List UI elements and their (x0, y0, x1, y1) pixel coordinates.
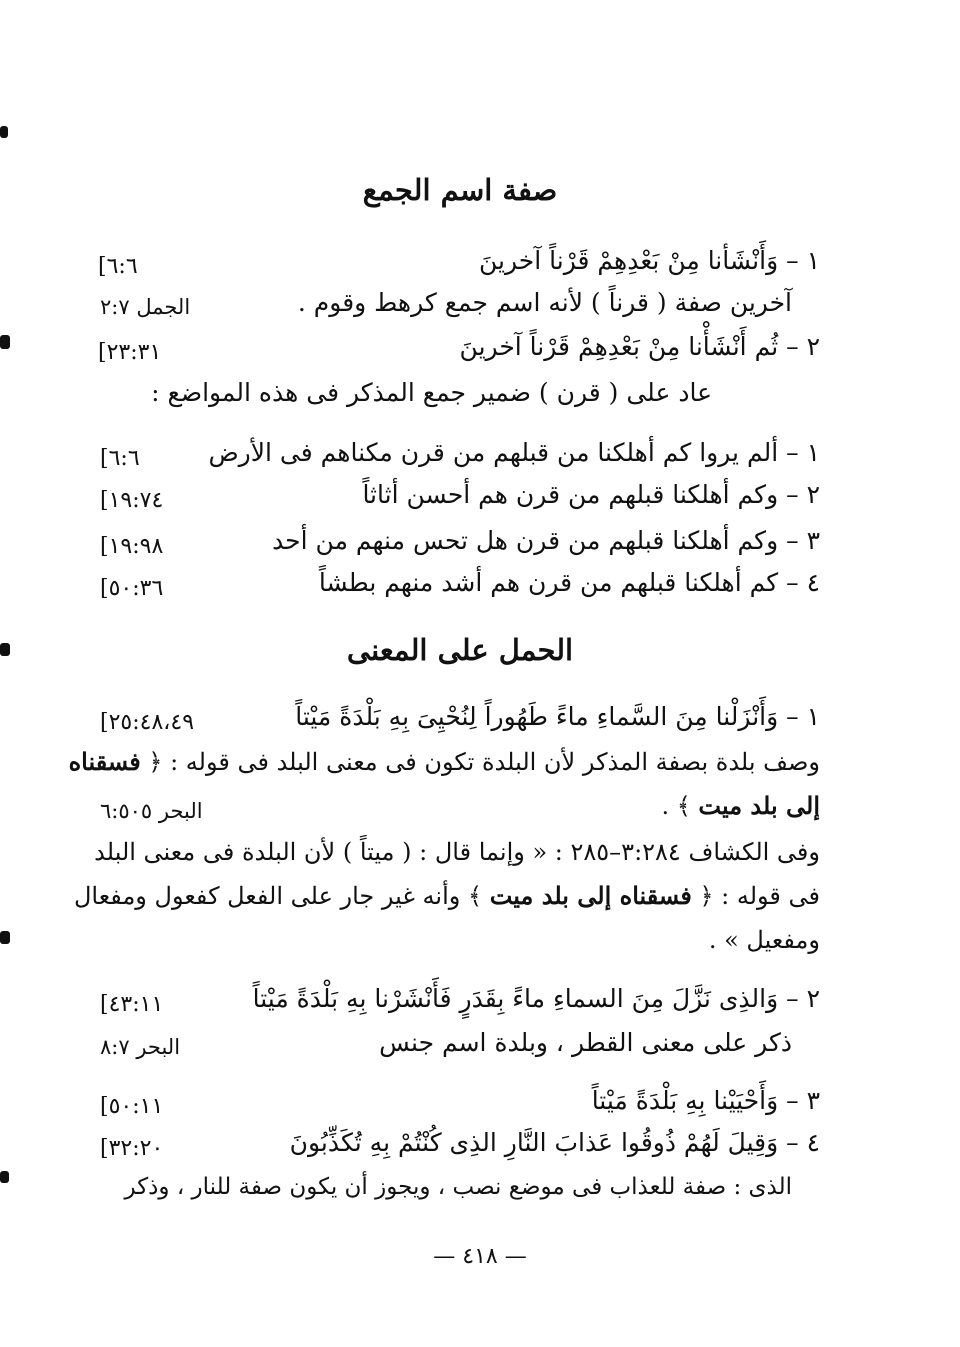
page-number: — ٤١٨ — (433, 1244, 527, 1269)
commentary-line: عاد على ( قرن ) ضمير جمع المذكر فى هذه المواضع : (151, 378, 712, 407)
source-note: الجمل ٢:٧ (100, 295, 191, 319)
commentary-text: ومفعيل » . (708, 926, 820, 954)
verse-reference: [٦:٦ (100, 446, 140, 471)
source-note: البحر ٨:٧ (100, 1035, 181, 1059)
verse-line: ١ – وَأَنْشَأنا مِنْ بَعْدِهِمْ قَرْناً آخرينَ (479, 246, 820, 275)
verse-line: ٢ – وَالذِى نَزَّلَ مِنَ السماءِ ماءً بِقَدَرٍ فَأَنْشَرْنا بِهِ بَلْدَةً مَيْتاً (252, 984, 820, 1013)
verse-reference: [١٩:٩٨ (100, 534, 164, 559)
list-item: ٣ – وكم أهلكنا قبلهم من قرن هل تحس منهم من أحد (272, 526, 820, 555)
verse-line: ٤ – وَقِيلَ لَهُمْ ذُوقُوا عَذابَ النَّارِ الذِى كُنْتُمْ بِهِ تُكَذِّبُونَ (289, 1128, 820, 1157)
commentary-text: ﴾ . (661, 792, 691, 820)
verse-reference: [٥٠:٣٦ (100, 576, 164, 601)
section-heading: صفة اسم الجمع (362, 173, 558, 207)
verse-reference: [٢٥:٤٨،٤٩ (100, 710, 195, 735)
verse-reference: [٤٣:١١ (100, 992, 164, 1017)
list-item: ٢ – وكم أهلكنا قبلهم من قرن هم أحسن أثاثاً (362, 480, 820, 509)
list-item: ١ – ألم يروا كم أهلكنا من قبلهم من قرن مكناهم فى الأرض (208, 438, 820, 467)
scan-mark (0, 643, 10, 656)
source-note: البحر ٦:٥٠٥ (100, 799, 203, 823)
scan-mark (0, 1171, 9, 1183)
verse-reference: [٦:٦ (98, 254, 138, 279)
commentary-paragraph (68, 740, 820, 828)
commentary-text: ﴾ وأنه غير جار على الفعل كفعول ومفعال (73, 882, 483, 910)
commentary-text: وفى الكشاف ٣:٢٨٤–٢٨٥ : « وإنما قال : ( ميتاً ) لأن البلدة فى معنى البلد (94, 838, 820, 866)
commentary-line: ذكر على معنى القطر ، وبلدة اسم جنس (379, 1028, 792, 1057)
verse-reference: [١٩:٧٤ (100, 488, 164, 513)
verse-reference: [٢٣:٣١ (98, 340, 162, 365)
scan-mark (0, 931, 10, 944)
verse-line: ٣ – وَأَحْيَيْنا بِهِ بَلْدَةً مَيْتاً (591, 1086, 820, 1115)
commentary-line: الذى : صفة للعذاب فى موضع نصب ، ويجوز أن يكون صفة للنار ، وذكر (124, 1174, 792, 1200)
quoted-verse: إلى بلد ميت (698, 791, 820, 820)
scan-mark (0, 335, 10, 349)
commentary-text: وصف بلدة بصفة المذكر لأن البلدة تكون فى معنى البلد فى قوله : ﴿ (148, 748, 820, 776)
quoted-verse: فسقناه (68, 747, 141, 776)
list-item: ٤ – كم أهلكنا قبلهم من قرن هم أشد منهم بطشاً (318, 568, 820, 597)
commentary-line: آخرين صفة ( قرناً ) لأنه اسم جمع كرهط وقوم . (297, 288, 792, 317)
verse-reference: [٣٢:٢٠ (100, 1136, 164, 1161)
quoted-verse: فسقناه إلى بلد ميت (489, 881, 692, 910)
verse-line: ١ – وَأَنْزَلْنا مِنَ السَّماءِ ماءً طَهُوراً لِنُحْيِىَ بِهِ بَلْدَةً مَيْتاً (295, 702, 820, 731)
commentary-text: فى قوله : ﴿ (699, 882, 820, 910)
verse-line: ٢ – ثُم أَنْشَأْنا مِنْ بَعْدِهِمْ قَرْناً آخرينَ (459, 332, 820, 361)
scan-mark (0, 126, 8, 138)
section-heading: الحمل على المعنى (346, 633, 574, 667)
commentary-paragraph (73, 830, 820, 962)
verse-reference: [٥٠:١١ (100, 1094, 164, 1119)
